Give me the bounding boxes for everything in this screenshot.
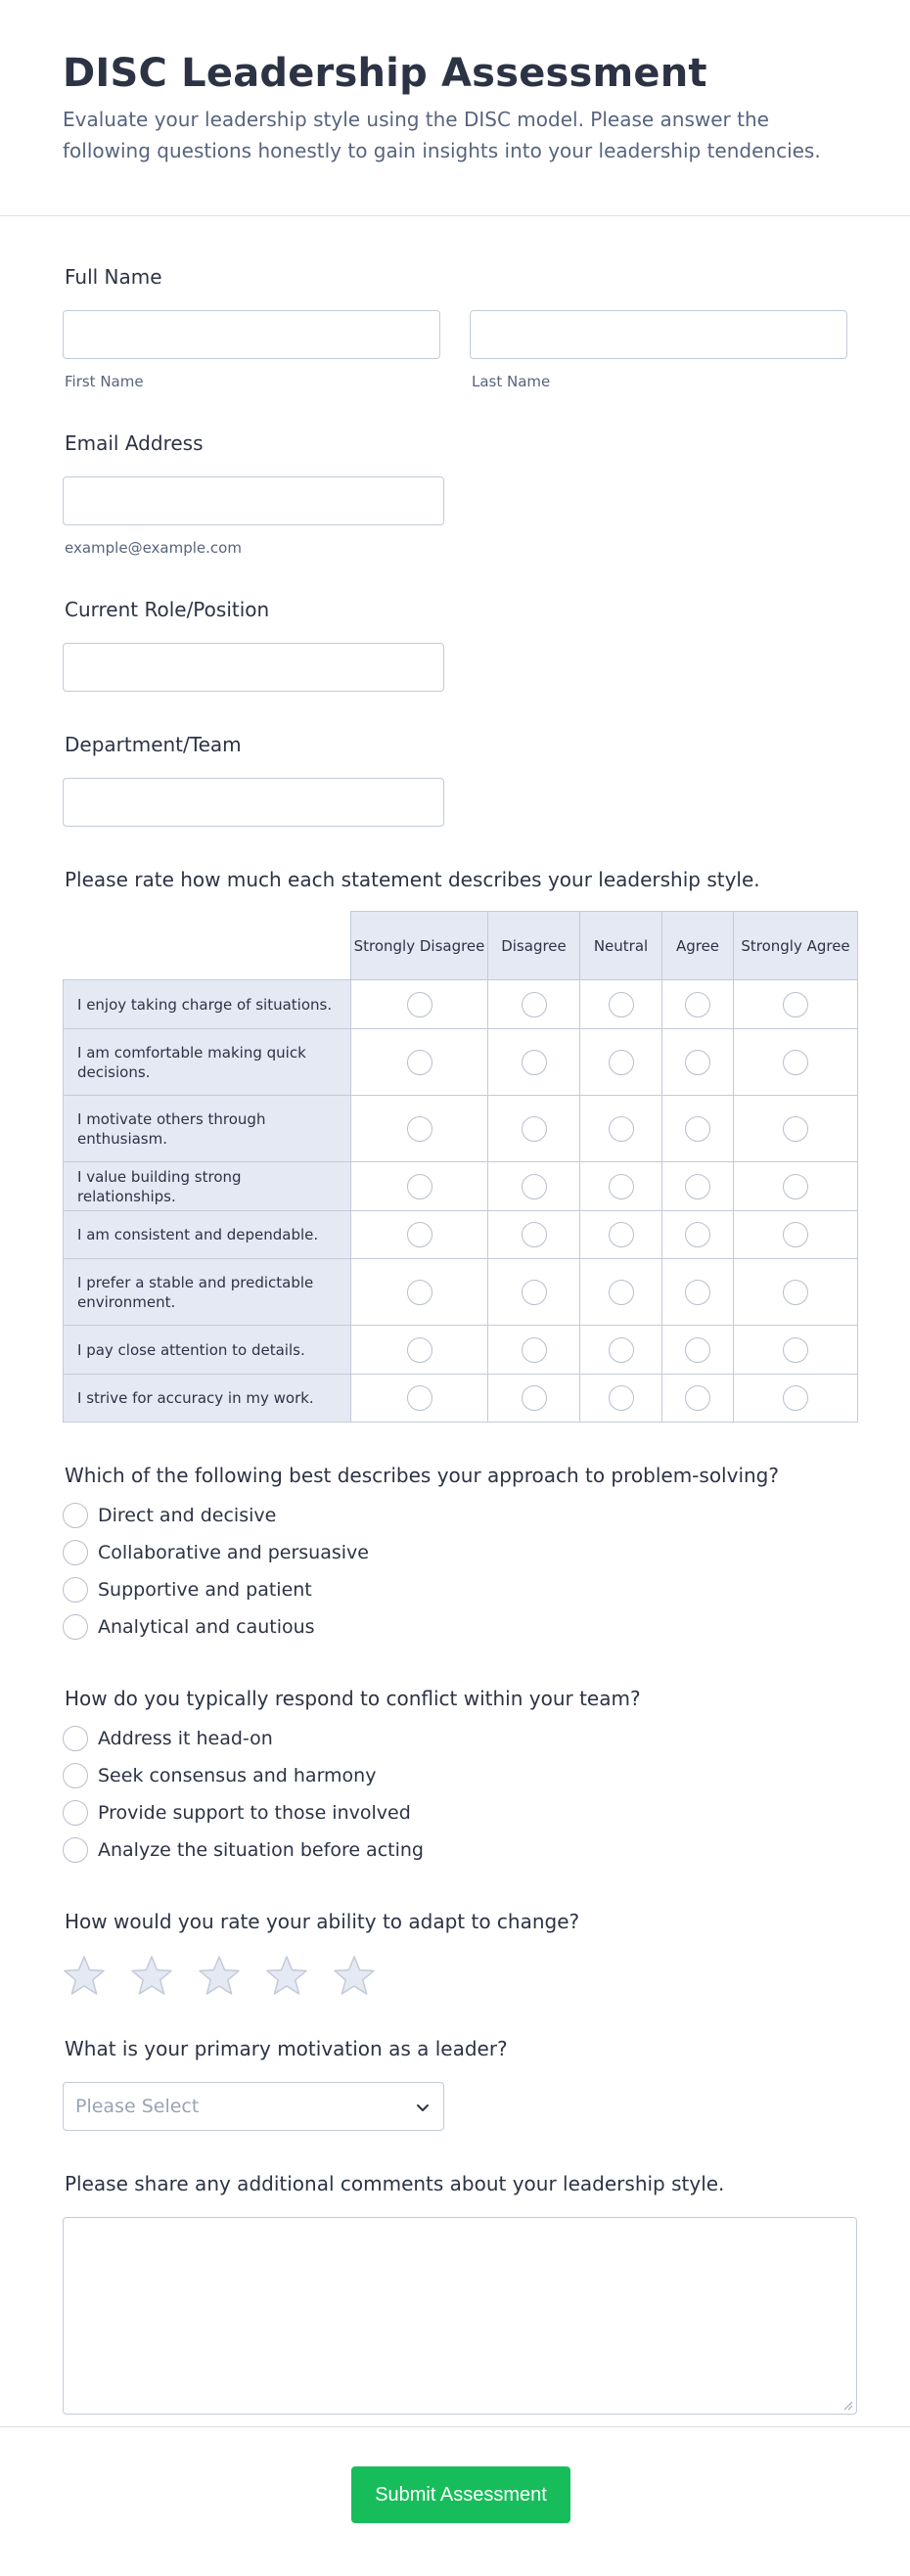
matrix-radio[interactable] (783, 1116, 808, 1142)
matrix-radio[interactable] (685, 1116, 710, 1142)
option-label: Collaborative and persuasive (98, 1542, 369, 1563)
rating-matrix (63, 911, 858, 1423)
matrix-radio[interactable] (609, 1116, 634, 1142)
option-label: Analytical and cautious (98, 1616, 315, 1638)
matrix-radio[interactable] (685, 1280, 710, 1305)
radio-circle[interactable] (63, 1800, 88, 1826)
radio-circle[interactable] (63, 1614, 88, 1640)
matrix-radio[interactable] (609, 1174, 634, 1199)
matrix-label: Please rate how much each statement describes your leadership style. (65, 868, 760, 891)
matrix-radio[interactable] (522, 1174, 547, 1199)
matrix-statement: I value building strong relationships. (64, 1162, 351, 1211)
matrix-radio[interactable] (783, 1337, 808, 1363)
matrix-radio[interactable] (783, 1050, 808, 1075)
email-label: Email Address (65, 431, 204, 455)
matrix-statement: I motivate others through enthusiasm. (64, 1096, 351, 1162)
department-label: Department/Team (65, 733, 242, 756)
conflict-option[interactable] (63, 1720, 847, 1757)
matrix-radio[interactable] (407, 992, 432, 1017)
matrix-col-header: Neutral (580, 912, 662, 980)
matrix-radio[interactable] (522, 1116, 547, 1142)
matrix-statement: I pay close attention to details. (64, 1326, 351, 1375)
matrix-col-header: Strongly Agree (734, 912, 858, 980)
matrix-statement: I prefer a stable and predictable environment. (64, 1259, 351, 1326)
star-icon[interactable] (130, 1955, 173, 1996)
matrix-row (64, 1096, 858, 1162)
matrix-radio[interactable] (609, 1050, 634, 1075)
conflict-field (63, 1687, 847, 1869)
comments-textarea[interactable] (63, 2217, 857, 2415)
radio-circle[interactable] (63, 1763, 88, 1788)
page-title: DISC Leadership Assessment (63, 51, 707, 96)
matrix-radio[interactable] (609, 1280, 634, 1305)
radio-circle[interactable] (63, 1726, 88, 1751)
matrix-statement: I enjoy taking charge of situations. (64, 980, 351, 1029)
adapt-field (63, 1910, 847, 1996)
motivation-label: What is your primary motivation as a leader? (65, 2037, 508, 2060)
matrix-radio[interactable] (685, 1174, 710, 1199)
option-label: Address it head-on (98, 1728, 273, 1749)
matrix-col-header: Disagree (488, 912, 580, 980)
conflict-label: How do you typically respond to conflict within your team? (65, 1687, 641, 1710)
motivation-field (63, 2037, 847, 2131)
problem-solving-option[interactable] (63, 1608, 847, 1646)
problem-solving-option[interactable] (63, 1497, 847, 1534)
matrix-row (64, 1375, 858, 1423)
form-body (0, 265, 910, 2415)
option-label: Analyze the situation before acting (98, 1839, 424, 1861)
matrix-row (64, 1162, 858, 1211)
form-header (0, 0, 910, 216)
matrix-radio[interactable] (522, 1222, 547, 1247)
star-rating (63, 1955, 847, 1996)
chevron-down-icon (412, 2097, 433, 2118)
matrix-row (64, 1029, 858, 1096)
radio-circle[interactable] (63, 1837, 88, 1863)
option-label: Provide support to those involved (98, 1802, 411, 1824)
matrix-statement: I am consistent and dependable. (64, 1211, 351, 1259)
matrix-row (64, 980, 858, 1029)
department-field (63, 733, 847, 827)
conflict-option[interactable] (63, 1794, 847, 1831)
matrix-radio[interactable] (685, 1050, 710, 1075)
motivation-select[interactable] (63, 2082, 444, 2131)
rating-matrix-field (63, 868, 850, 1423)
matrix-radio[interactable] (609, 1222, 634, 1247)
matrix-radio[interactable] (407, 1385, 432, 1411)
matrix-radio[interactable] (522, 1337, 547, 1363)
matrix-col-header: Strongly Disagree (351, 912, 488, 980)
matrix-radio[interactable] (522, 1050, 547, 1075)
matrix-radio[interactable] (685, 1385, 710, 1411)
radio-circle[interactable] (63, 1540, 88, 1565)
matrix-radio[interactable] (609, 992, 634, 1017)
matrix-radio[interactable] (783, 1280, 808, 1305)
role-input[interactable] (63, 643, 444, 692)
matrix-col-header: Agree (662, 912, 734, 980)
matrix-radio[interactable] (407, 1337, 432, 1363)
matrix-radio[interactable] (407, 1116, 432, 1142)
problem-solving-label: Which of the following best describes your approach to problem-solving? (65, 1464, 779, 1487)
matrix-row (64, 1259, 858, 1326)
conflict-option[interactable] (63, 1757, 847, 1794)
email-input[interactable] (63, 476, 444, 525)
page-subtitle: Evaluate your leadership style using the DISC model. Please answer the following questions honestly to gain insights into your leadership tendencies. (63, 108, 821, 162)
matrix-radio[interactable] (407, 1280, 432, 1305)
matrix-radio[interactable] (783, 1222, 808, 1247)
comments-field (63, 2172, 847, 2415)
first-name-sublabel: First Name (65, 373, 144, 390)
first-name-input[interactable] (63, 310, 440, 359)
select-placeholder: Please Select (75, 2096, 200, 2117)
star-icon[interactable] (265, 1955, 308, 1996)
problem-solving-field (63, 1464, 847, 1646)
matrix-statement: I strive for accuracy in my work. (64, 1375, 351, 1423)
conflict-option[interactable] (63, 1831, 847, 1869)
option-label: Direct and decisive (98, 1505, 277, 1526)
matrix-radio[interactable] (783, 992, 808, 1017)
problem-solving-option[interactable] (63, 1571, 847, 1608)
matrix-radio[interactable] (407, 1222, 432, 1247)
matrix-statement: I am comfortable making quick decisions. (64, 1029, 351, 1096)
matrix-row (64, 1211, 858, 1259)
matrix-radio[interactable] (685, 992, 710, 1017)
email-sublabel: example@example.com (65, 539, 242, 557)
matrix-radio[interactable] (407, 1174, 432, 1199)
matrix-row (64, 1326, 858, 1375)
full-name-label: Full Name (65, 265, 162, 289)
submit-button[interactable]: Submit Assessment (351, 2466, 570, 2523)
matrix-radio[interactable] (783, 1385, 808, 1411)
full-name-field (63, 265, 847, 390)
form-footer (0, 2426, 910, 2576)
adapt-label: How would you rate your ability to adapt to change? (65, 1910, 580, 1933)
matrix-radio[interactable] (522, 1280, 547, 1305)
option-label: Seek consensus and harmony (98, 1765, 377, 1786)
matrix-radio[interactable] (609, 1337, 634, 1363)
last-name-input[interactable] (470, 310, 847, 359)
department-input[interactable] (63, 778, 444, 827)
matrix-corner (64, 912, 351, 980)
matrix-radio[interactable] (783, 1174, 808, 1199)
star-icon[interactable] (63, 1955, 106, 1996)
option-label: Supportive and patient (98, 1579, 312, 1601)
matrix-radio[interactable] (685, 1222, 710, 1247)
matrix-radio[interactable] (522, 1385, 547, 1411)
comments-label: Please share any additional comments about your leadership style. (65, 2172, 725, 2195)
role-field (63, 598, 847, 692)
last-name-sublabel: Last Name (472, 373, 551, 390)
resize-grip-icon[interactable] (843, 2401, 853, 2411)
email-field (63, 431, 847, 557)
radio-circle[interactable] (63, 1503, 88, 1528)
role-label: Current Role/Position (65, 598, 270, 621)
problem-solving-option[interactable] (63, 1534, 847, 1571)
matrix-radio[interactable] (609, 1385, 634, 1411)
matrix-radio[interactable] (522, 992, 547, 1017)
star-icon[interactable] (333, 1955, 376, 1996)
matrix-radio[interactable] (407, 1050, 432, 1075)
star-icon[interactable] (198, 1955, 241, 1996)
matrix-radio[interactable] (685, 1337, 710, 1363)
radio-circle[interactable] (63, 1577, 88, 1603)
